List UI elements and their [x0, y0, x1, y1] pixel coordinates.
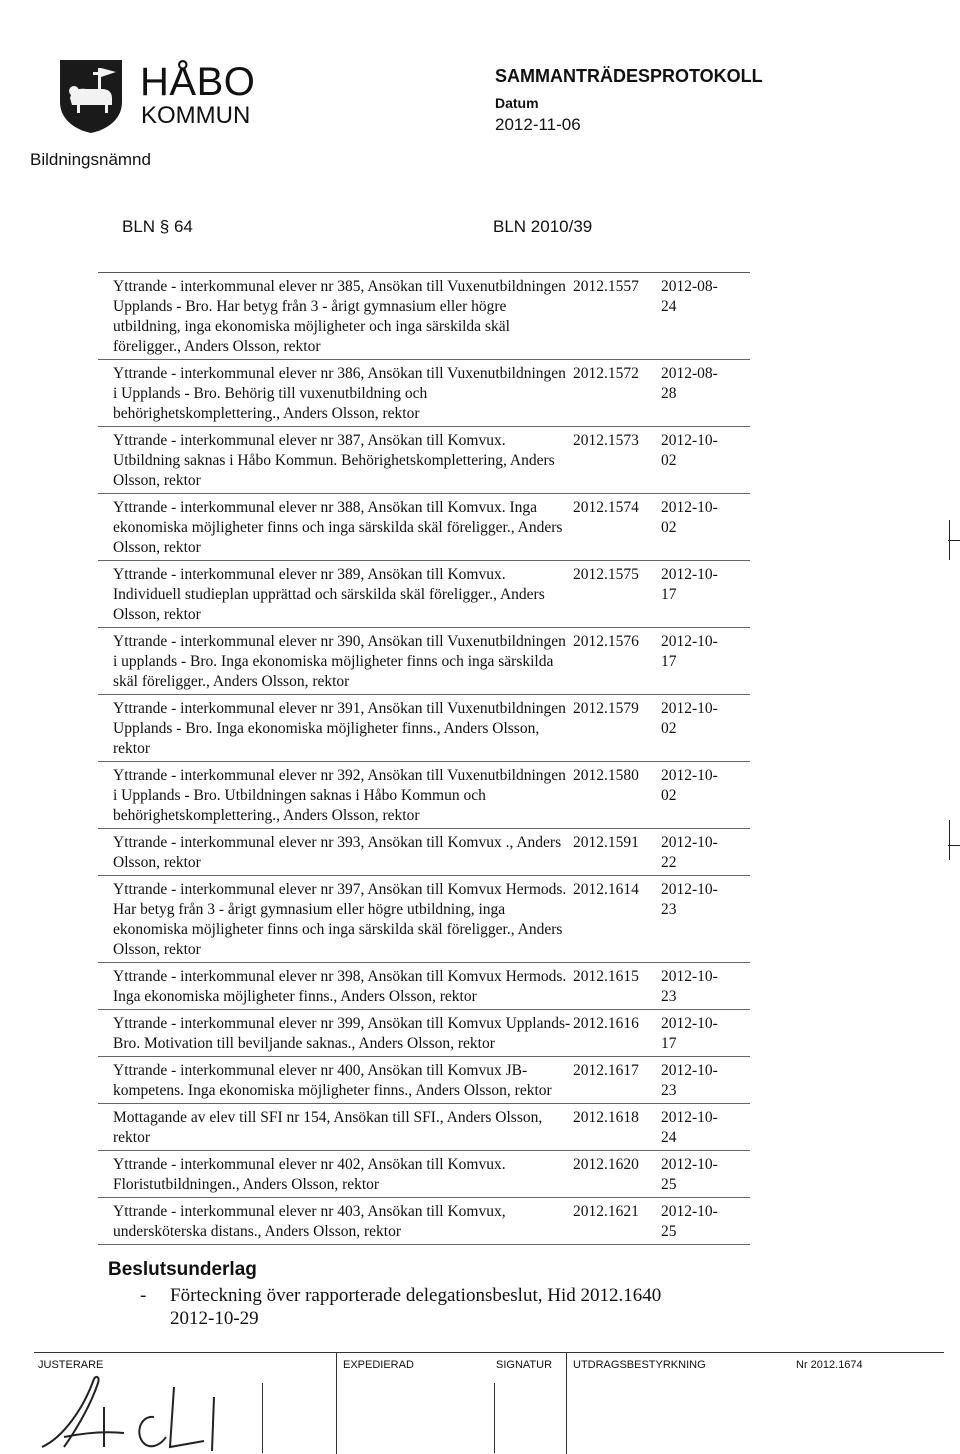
decision-number: 2012.1616: [573, 1015, 639, 1032]
list-item: [98, 876, 750, 963]
decision-date: 2012-10-25: [661, 1156, 718, 1193]
decision-number: 2012.1618: [573, 1109, 639, 1126]
org-name: HÅBO: [140, 60, 256, 104]
decision-number: 2012.1572: [573, 365, 639, 382]
date-value: 2012-11-06: [495, 115, 581, 134]
list-item: [98, 1151, 750, 1198]
justerare-label: JUSTERARE: [38, 1359, 104, 1371]
decision-date: 2012-10-17: [661, 633, 718, 670]
scan-artifact: [949, 820, 950, 860]
habo-coat-of-arms-icon: [58, 58, 124, 134]
list-item: [98, 963, 750, 1010]
decision-description: Yttrande - interkommunal elever nr 388, Ansökan till Komvux. Inga ekonomiska möjligheter finns och inga särskilda skäl föreligger., Anders Olsson, rektor: [113, 499, 563, 556]
decision-description: Yttrande - interkommunal elever nr 390, Ansökan till Vuxenutbildningen i upplands - Bro. Inga ekonomiska möjligheter finns och inga särskilda skäl föreligger., Anders Olsson, rektor: [113, 633, 566, 690]
decision-description: Yttrande - interkommunal elever nr 389, Ansökan till Komvux. Individuell studieplan upprättad och särskilda skäl föreligger., Anders Olsson, rektor: [113, 566, 545, 623]
decision-date: 2012-08-24: [661, 278, 718, 315]
basis-item: [140, 1283, 662, 1308]
decision-number: 2012.1574: [573, 499, 639, 516]
decision-description: Mottagande av elev till SFI nr 154, Ansökan till SFI., Anders Olsson, rektor: [113, 1109, 543, 1146]
decision-date: 2012-10-23: [661, 881, 718, 918]
decision-date: 2012-08-28: [661, 365, 718, 402]
footer-divider: [494, 1383, 495, 1453]
list-item: [98, 494, 750, 561]
decision-date: 2012-10-23: [661, 968, 718, 1005]
case-reference: BLN 2010/39: [493, 217, 593, 236]
decision-number: 2012.1557: [573, 278, 639, 295]
handwritten-signature-icon: [34, 1367, 264, 1453]
footer-justerare: [34, 1353, 334, 1454]
date-label: Datum: [495, 95, 539, 111]
decision-number: 2012.1617: [573, 1062, 639, 1079]
decision-date: 2012-10-17: [661, 566, 718, 603]
list-item: [98, 1198, 750, 1245]
decision-description: Yttrande - interkommunal elever nr 402, Ansökan till Komvux. Floristutbildningen., Anders Olsson, rektor: [113, 1156, 506, 1193]
decision-date: 2012-10-24: [661, 1109, 718, 1146]
footer-expedierad: EXPEDIERAD: [336, 1353, 496, 1454]
decision-date: 2012-10-22: [661, 834, 718, 871]
list-item: [98, 273, 750, 360]
basis-item-date: 2012-10-29: [170, 1308, 259, 1329]
decision-date: 2012-10-25: [661, 1203, 718, 1240]
list-item: [98, 360, 750, 427]
list-item: [98, 561, 750, 628]
basis-item-text: Förteckning över rapporterade delegationsbeslut, Hid 2012.1640: [170, 1285, 662, 1306]
decision-number: 2012.1573: [573, 432, 639, 449]
decision-description: Yttrande - interkommunal elever nr 392, Ansökan till Vuxenutbildningen i Upplands - Bro. Utbildningen saknas i Håbo Kommun och behörighetskomplettering., Anders Olsson, rektor: [113, 767, 566, 824]
decision-date: 2012-10-02: [661, 499, 718, 536]
decision-date: 2012-10-02: [661, 767, 718, 804]
decision-description: Yttrande - interkommunal elever nr 397, Ansökan till Komvux Hermods. Har betyg från 3 - årigt gymnasium eller högre utbildning, inga ekonomiska möjligheter finns och inga särskilda skäl föreligger., Anders Olsson, rektor: [113, 881, 567, 958]
footer-protocol-number: Nr 2012.1674: [796, 1359, 863, 1371]
decision-number: 2012.1615: [573, 968, 639, 985]
paragraph-reference: BLN § 64: [122, 217, 193, 236]
decision-description: Yttrande - interkommunal elever nr 400, Ansökan till Komvux JB-kompetens. Inga ekonomiska möjligheter finns., Anders Olsson, rektor: [113, 1062, 552, 1099]
scan-artifact: [949, 520, 950, 560]
section-heading: Beslutsunderlag: [108, 1259, 257, 1280]
decision-date: 2012-10-23: [661, 1062, 718, 1099]
signature-footer: [34, 1352, 944, 1454]
list-item: [98, 1104, 750, 1151]
decision-date: 2012-10-02: [661, 432, 718, 469]
decision-number: 2012.1620: [573, 1156, 639, 1173]
footer-divider: [262, 1383, 263, 1453]
decision-description: Yttrande - interkommunal elever nr 398, Ansökan till Komvux Hermods. Inga ekonomiska möjligheter finns., Anders Olsson, rektor: [113, 968, 567, 1005]
list-item: [98, 628, 750, 695]
committee-name: Bildningsnämnd: [30, 150, 151, 169]
document-title: SAMMANTRÄDESPROTOKOLL: [495, 66, 763, 86]
decision-list: [98, 272, 750, 1245]
decision-number: 2012.1579: [573, 700, 639, 717]
decision-date: 2012-10-17: [661, 1015, 718, 1052]
list-item: [98, 695, 750, 762]
decision-description: Yttrande - interkommunal elever nr 386, Ansökan till Vuxenutbildningen i Upplands - Bro. Behörig till vuxenutbildning och behörighetskomplettering., Anders Olsson, rektor: [113, 365, 566, 422]
decision-description: Yttrande - interkommunal elever nr 393, Ansökan till Komvux ., Anders Olsson, rektor: [113, 834, 562, 871]
decision-description: Yttrande - interkommunal elever nr 385, Ansökan till Vuxenutbildningen Upplands - Bro. Har betyg från 3 - årigt gymnasium eller högre utbildning, inga ekonomiska möjligheter och inga särskilda skäl föreligger., Anders Olsson, rektor: [113, 278, 566, 355]
decision-description: Yttrande - interkommunal elever nr 403, Ansökan till Komvux, undersköterska distans., Anders Olsson, rektor: [113, 1203, 506, 1240]
org-subtitle: KOMMUN: [141, 102, 251, 129]
decision-description: Yttrande - interkommunal elever nr 387, Ansökan till Komvux. Utbildning saknas i Håbo Kommun. Behörighetskomplettering, Anders Olsson, rektor: [113, 432, 555, 489]
decision-date: 2012-10-02: [661, 700, 718, 737]
decision-description: Yttrande - interkommunal elever nr 399, Ansökan till Komvux Upplands-Bro. Motivation till beviljande saknas., Anders Olsson, rektor: [113, 1015, 571, 1052]
decision-number: 2012.1591: [573, 834, 639, 851]
list-item: [98, 1010, 750, 1057]
decision-number: 2012.1614: [573, 881, 639, 898]
list-item: [98, 1057, 750, 1104]
footer-signatur: SIGNATUR: [496, 1359, 553, 1371]
list-item: [98, 762, 750, 829]
bullet-dash: -: [140, 1285, 147, 1306]
decision-description: Yttrande - interkommunal elever nr 391, Ansökan till Vuxenutbildningen Upplands - Bro. Inga ekonomiska möjligheter finns., Anders Olsson, rektor: [113, 700, 566, 757]
decision-number: 2012.1580: [573, 767, 639, 784]
decision-number: 2012.1575: [573, 566, 639, 583]
decision-number: 2012.1576: [573, 633, 639, 650]
list-item: [98, 829, 750, 876]
list-item: [98, 427, 750, 494]
footer-utdragsbestyrkning: UTDRAGSBESTYRKNING: [566, 1353, 786, 1454]
decision-number: 2012.1621: [573, 1203, 639, 1220]
